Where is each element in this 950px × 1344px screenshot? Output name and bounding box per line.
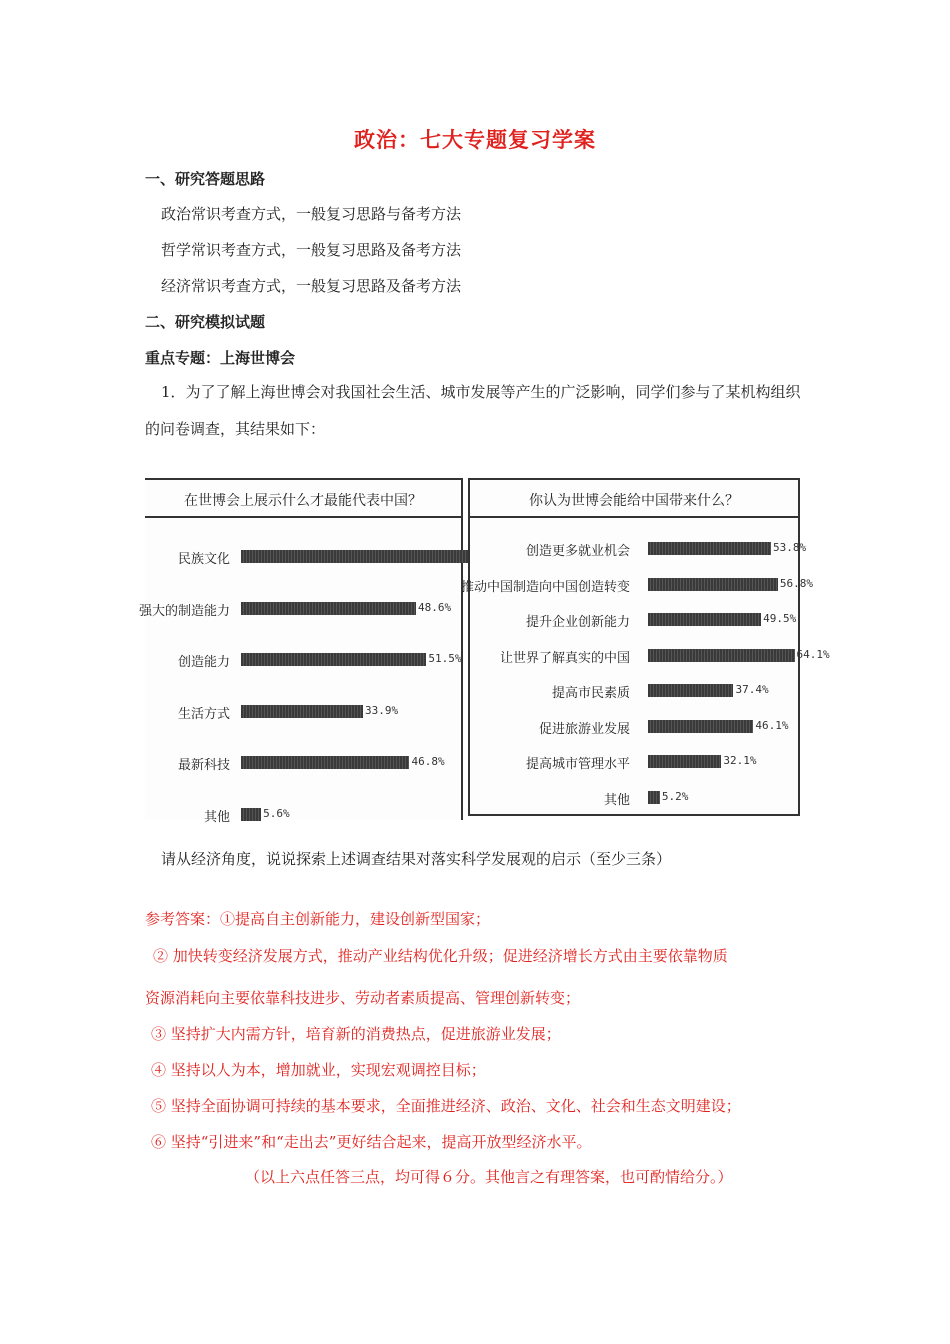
bar-label: 提高市民素质 (551, 686, 630, 701)
bar (241, 653, 426, 666)
answer-note: （以上六点任答三点，均可得６分。其他言之有理答案，也可酌情给分。） (245, 1168, 733, 1186)
bar-label: 强大的制造能力 (138, 603, 230, 619)
answer-label: 参考答案： (145, 910, 221, 928)
bar-value-label: 37.4% (735, 683, 769, 696)
bar (648, 720, 753, 733)
question-text: 1．为了了解上海世博会对我国社会生活、城市发展等产生的广泛影响，同学们参与了某机构组织的问卷调查，其结果如下： (145, 383, 801, 438)
bar-value-label: 64.1% (796, 647, 830, 661)
bar-label: 提高城市管理水平 (525, 757, 630, 772)
bar-label: 最新科技 (177, 758, 230, 773)
survey-chart-right (460, 478, 830, 816)
chart-title: 你认为世博会能给中国带来什么？ (470, 486, 798, 518)
question-prompt: 请从经济角度，说说探索上述调查结果对落实科学发展观的启示（至少三条） (161, 850, 672, 868)
section1-heading: 一、研究答题思路 (145, 170, 266, 188)
bar (241, 602, 416, 615)
bar (648, 542, 771, 555)
section1-item: 经济常识考查方式，一般复习思路及备考方法 (161, 277, 462, 295)
answer-point: 资源消耗向主要依靠科技进步、劳动者素质提高、管理创新转变； (145, 989, 581, 1007)
answer-point: ⑥ 坚持“引进来”和“走出去”更好结合起来，提高开放型经济水平。 (151, 1133, 592, 1151)
topic-heading: 重点专题：上海世博会 (145, 349, 296, 367)
section1-item: 政治常识考查方式，一般复习思路与备考方法 (161, 205, 462, 223)
survey-charts (138, 478, 830, 825)
bar-value-label: 5.2% (661, 789, 689, 803)
page-title: 政治：七大专题复习学案 (354, 127, 596, 152)
bar (648, 755, 721, 768)
bar-value-label: 51.5% (428, 652, 462, 665)
bar-label: 其他 (603, 792, 630, 808)
bar (241, 550, 503, 563)
bar-value-label: 48.6% (417, 600, 452, 614)
answer-line (145, 908, 490, 929)
answer-point: ⑤ 坚持全面协调可持续的基本要求，全面推进经济、政治、文化、社会和生态文明建设； (151, 1097, 741, 1115)
bar-label: 创造能力 (177, 655, 230, 670)
answer-point: ①提高自主创新能力，建设创新型国家； (220, 910, 491, 928)
bar-label: 创造更多就业机会 (525, 544, 630, 559)
section1-item: 哲学常识考查方式，一般复习思路及备考方法 (161, 241, 462, 259)
bar (648, 613, 761, 626)
answer-point: ④ 坚持以人为本，增加就业，实现宏观调控目标； (151, 1061, 486, 1079)
survey-chart-left (138, 478, 463, 825)
bar-value-label: 49.5% (763, 612, 797, 625)
bar (648, 684, 733, 697)
bar-label: 民族文化 (177, 552, 230, 567)
bar (241, 756, 409, 769)
bar-label: 生活方式 (177, 706, 230, 722)
bar-label: 其他 (203, 809, 230, 825)
bar (648, 649, 795, 662)
bar-value-label: 56.8% (779, 576, 813, 590)
bar-value-label: 46.8% (411, 755, 445, 768)
answer-point: ③ 坚持扩大内需方针，培育新的消费热点，促进旅游业发展； (151, 1025, 561, 1043)
bar-label: 提升企业创新能力 (525, 615, 630, 630)
bar (241, 705, 363, 718)
bar-value-label: 53.8% (772, 541, 807, 554)
bar-value-label: 32.1% (723, 754, 757, 767)
chart-title: 在世博会上展示什么才最能代表中国？ (145, 486, 461, 518)
bar-label: 让世界了解真实的中国 (499, 650, 630, 666)
bar-value-label: 5.6% (263, 806, 290, 820)
bar (648, 791, 660, 804)
bar-value-label: 46.1% (755, 718, 789, 732)
section2-heading: 二、研究模拟试题 (145, 313, 266, 331)
bar-value-label: 33.9% (365, 703, 399, 717)
bar (648, 578, 778, 591)
bar (241, 808, 261, 821)
answer-point: ② 加快转变经济发展方式，推动产业结构优化升级；促进经济增长方式由主要依靠物质 (153, 947, 728, 965)
bar-label: 推动中国制造向中国创造转变 (460, 579, 630, 595)
bar-label: 促进旅游业发展 (538, 721, 630, 737)
